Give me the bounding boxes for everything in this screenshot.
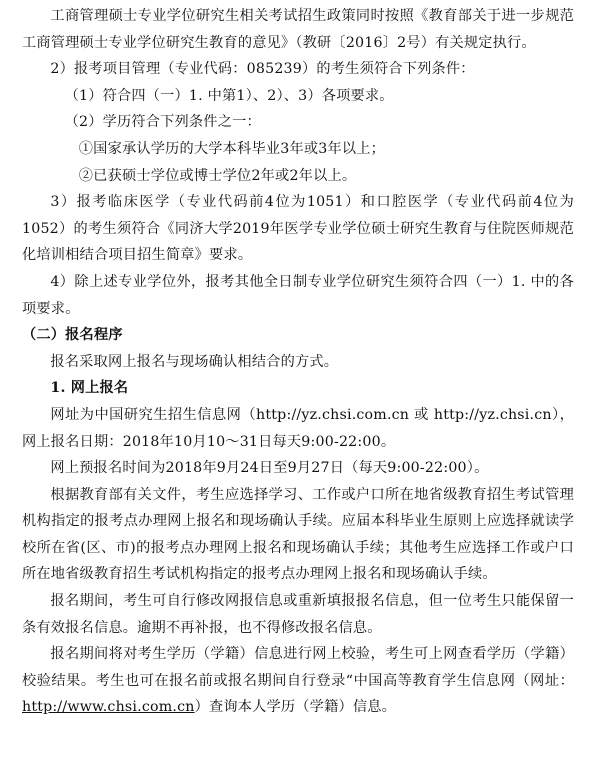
paragraph-registration-site: 根据教育部有关文件，考生应选择学习、工作或户口所在地省级教育招生考试管理机构指定的报考点办理网上报名和现场确认手续。应届本科毕业生原则上应选择就读学校所在省(区、市)的报考点办理网上报名和现场确认手续；其他考生应选择工作或户口所在地省级教育招生考试机构指定的报考点办理网上报名和现场确认手续。 (22, 486, 574, 583)
paragraph-verification (22, 641, 574, 721)
paragraph-condition-2: （2）学历符合下列条件之一： (64, 114, 261, 131)
paragraph-condition-1: （1）符合四（一）1. 中第1）、2）、3）各项要求。 (64, 87, 394, 104)
paragraph-mba-policy: 工商管理硕士专业学位研究生相关考试招生政策同时按照《教育部关于进一步规范工商管理硕士专业学位研究生教育的意见》（教研〔2016〕2号）有关规定执行。 (22, 8, 574, 51)
subheading-online-registration: 1. 网上报名 (50, 380, 129, 397)
paragraph-registration-method: 报名采取网上报名与现场确认相结合的方式。 (50, 353, 339, 370)
paragraph-website-dates: 网址为中国研究生招生信息网（http://yz.chsi.com.cn 或 http://yz.chsi.cn），网上报名日期：2018年10月10～31日每天9:00-22:00。 (22, 406, 574, 450)
section-heading-registration: （二）报名程序 (22, 327, 123, 344)
paragraph-condition-2b: ②已获硕士学位或博士学位2年或2年以上。 (78, 167, 357, 184)
chsi-link[interactable]: http://www.chsi.com.cn (22, 699, 195, 716)
paragraph-pre-registration: 网上预报名时间为2018年9月24日至9月27日（每天9:00-22:00）。 (50, 460, 489, 477)
paragraph-clinical-medicine: 3）报考临床医学（专业代码前4位为1051）和口腔医学（专业代码前4位为1052）的考生须符合《同济大学2019年医学专业学位硕士研究生教育与住院医师规范化培训相结合项目招生简章》要求。 (22, 194, 574, 264)
paragraph-project-management: 2）报考项目管理（专业代码：085239）的考生须符合下列条件： (50, 61, 475, 78)
verification-text-end: ）查询本人学历（学籍）信息。 (194, 699, 397, 716)
paragraph-other-degrees: 4）除上述专业学位外，报考其他全日制专业学位研究生须符合四（一）1. 中的各项要求。 (22, 273, 574, 317)
paragraph-condition-2a: ①国家承认学历的大学本科毕业3年或3年以上； (78, 140, 386, 157)
verification-text: 报名期间将对考生学历（学籍）信息进行网上校验，考生可上网查看学历（学籍）校验结果。考生也可在报名前或报名期间自行登录“中国高等教育学生信息网（网址： (22, 646, 574, 689)
paragraph-modify-info: 报名期间，考生可自行修改网报信息或重新填报报名信息，但一位考生只能保留一条有效报名信息。逾期不再补报，也不得修改报名信息。 (22, 593, 574, 636)
